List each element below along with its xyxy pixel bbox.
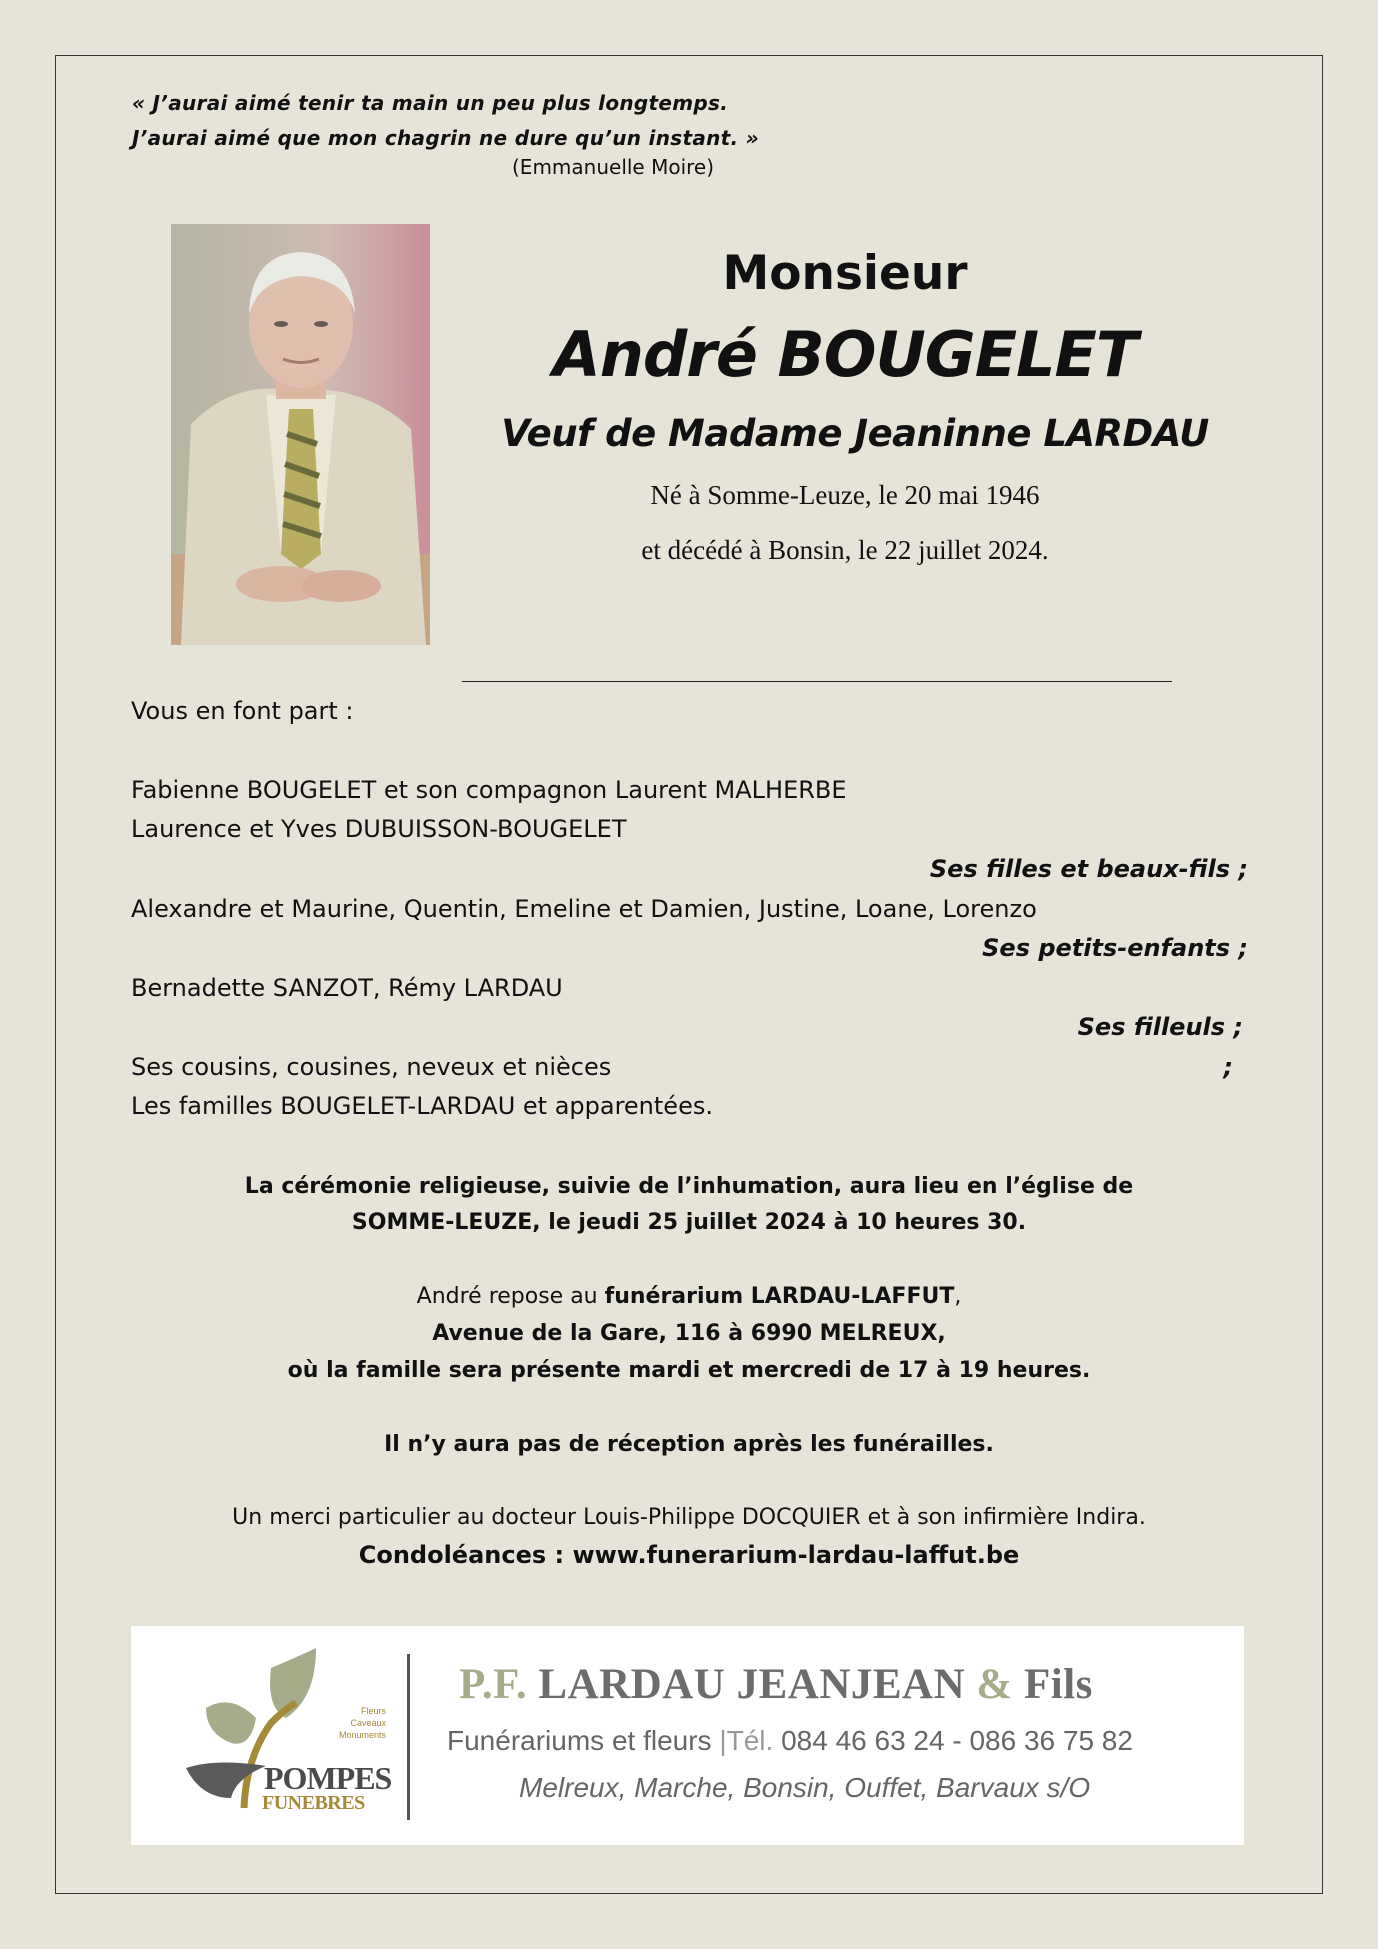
logo-funebres: FUNEBRES [262, 1792, 365, 1814]
condolences-line: Condoléances : www.funerarium-lardau-laffut.be [358, 1541, 1020, 1569]
rest-line-1-prefix: André repose au [416, 1284, 605, 1309]
quote-line-1: « J’aurai aimé tenir ta main un peu plus longtemps. [132, 91, 729, 115]
birth-line: Né à Somme-Leuze, le 20 mai 1946 [650, 480, 1040, 510]
company-main: LARDAU JEANJEAN [538, 1661, 966, 1708]
role-godchildren: Ses filleuls ; [1077, 1013, 1243, 1041]
role-daughters: Ses filles et beaux-fils ; [929, 855, 1248, 883]
rest-line-3: où la famille sera présente mardi et mercredi de 17 à 19 heures. [287, 1358, 1091, 1383]
rest-line-2: Avenue de la Gare, 116 à 6990 MELREUX, [432, 1321, 946, 1346]
honorific: Monsieur [722, 246, 968, 301]
family-line-2: Laurence et Yves DUBUISSON-BOUGELET [131, 815, 627, 843]
role-grandchildren: Ses petits-enfants ; [982, 934, 1248, 962]
services-line [447, 1725, 1133, 1757]
quote-line-2: J’aurai aimé que mon chagrin ne dure qu’un instant. » [132, 126, 759, 150]
towns-line: Melreux, Marche, Bonsin, Ouffet, Barvaux s/O [519, 1772, 1091, 1803]
thanks-line: Un merci particulier au docteur Louis-Philippe DOCQUIER et à son infirmière Indira. [232, 1505, 1146, 1530]
death-line: et décédé à Bonsin, le 22 juillet 2024. [641, 535, 1049, 565]
announcement-intro: Vous en font part : [131, 697, 354, 725]
quote-author: (Emmanuelle Moire) [512, 155, 715, 179]
funeral-home-banner [131, 1626, 1244, 1845]
family-line-3: Alexandre et Maurine, Quentin, Emeline et Damien, Justine, Loane, Lorenzo [131, 895, 1037, 923]
company-fils: Fils [1024, 1661, 1093, 1708]
tel-label: Tél. [726, 1725, 774, 1756]
epigraph-quote [132, 86, 832, 156]
services-label: Funérariums et fleurs [447, 1725, 712, 1756]
rest-line-1-suffix: , [954, 1284, 962, 1309]
funerarium-name: funérarium LARDAU-LAFFUT [604, 1284, 955, 1309]
services-separator: | [719, 1725, 727, 1756]
ceremony-line-2: SOMME-LEUZE, le jeudi 25 juillet 2024 à 10 heures 30. [351, 1210, 1027, 1235]
portrait-photo [171, 224, 430, 645]
separator-line [462, 681, 1172, 682]
family-line-6: Les familles BOUGELET-LARDAU et apparentées. [131, 1092, 713, 1120]
rest-line-1 [55, 1284, 1323, 1309]
company-name [459, 1660, 1093, 1709]
logo-pompes: POMPES [264, 1760, 392, 1796]
logo-small-3: Monuments [338, 1730, 386, 1740]
logo-small-1: Fleurs [360, 1706, 386, 1716]
role-semicolon: ; [1223, 1053, 1233, 1081]
funeral-home-logo [176, 1648, 396, 1828]
no-reception-notice: Il n’y aura pas de réception après les funérailles. [384, 1432, 994, 1457]
banner-divider [407, 1654, 410, 1820]
portrait-illustration [171, 224, 430, 645]
ceremony-line-1: La cérémonie religieuse, suivie de l’inhumation, aura lieu en l’église de [244, 1174, 1134, 1199]
family-line-1: Fabienne BOUGELET et son compagnon Laurent MALHERBE [131, 776, 847, 804]
deceased-name: André BOUGELET [552, 318, 1138, 391]
family-line-5: Ses cousins, cousines, neveux et nièces [131, 1053, 612, 1081]
phone-numbers: 084 46 63 24 - 086 36 75 82 [781, 1725, 1133, 1756]
logo-small-2: Caveaux [350, 1718, 386, 1728]
family-line-4: Bernadette SANZOT, Rémy LARDAU [131, 974, 563, 1002]
company-pf: P.F. [459, 1661, 528, 1708]
widow-of-line: Veuf de Madame Jeaninne LARDAU [501, 412, 1209, 455]
company-amp: & [976, 1661, 1013, 1708]
